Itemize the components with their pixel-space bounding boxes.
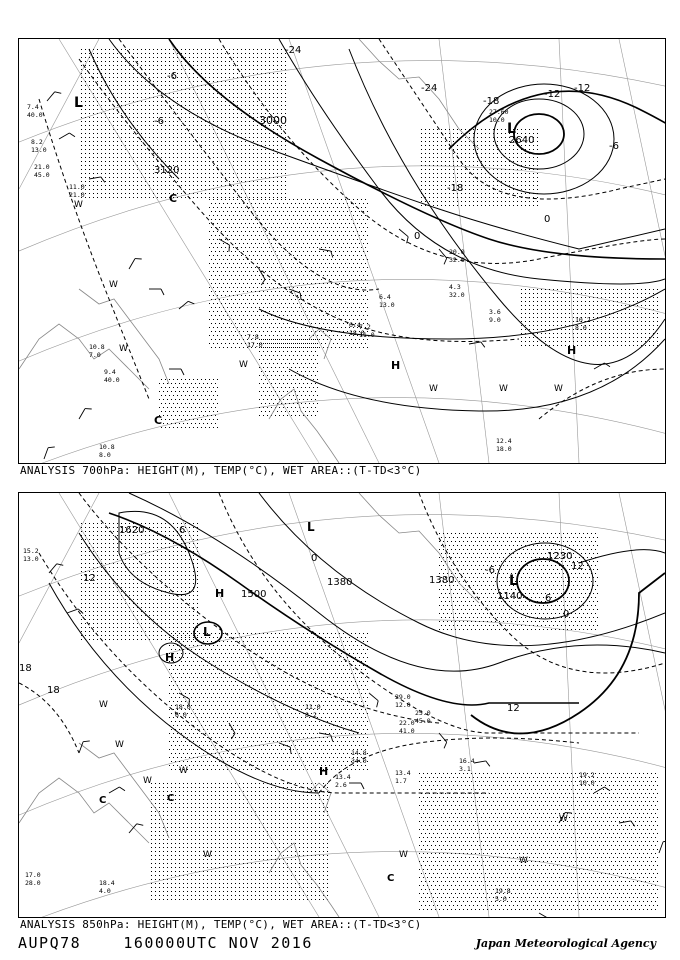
warm-mark: W <box>203 850 212 860</box>
pressure-center-c: C <box>167 793 175 804</box>
temperature-isotherm <box>219 39 665 263</box>
warm-mark: W <box>519 856 528 866</box>
warm-mark: W <box>559 814 568 824</box>
height-contour <box>169 39 665 259</box>
station-dewpoint-depression: 13.0 <box>23 555 39 563</box>
pressure-center-l: L <box>74 95 83 111</box>
station-dewpoint-depression: 45.0 <box>34 171 50 179</box>
pressure-center-c: C <box>99 795 107 806</box>
warm-mark: W <box>399 850 408 860</box>
station-dewpoint-depression: 21.0 <box>69 191 85 199</box>
wind-barb <box>109 786 125 799</box>
station-dewpoint-depression: 10.0 <box>579 779 595 787</box>
temperature-label: 18 <box>19 663 32 674</box>
station-dewpoint-depression: 41.0 <box>399 727 415 735</box>
station-dewpoint-depression: 4.0 <box>99 887 111 895</box>
station-temp: 19.8 <box>495 887 511 895</box>
station-temp: 10.8 <box>89 343 105 351</box>
station-dewpoint-depression: 1.7 <box>395 777 407 785</box>
station-dewpoint-depression: 32.0 <box>449 291 465 299</box>
height-label: 1500 <box>241 589 267 600</box>
temperature-label: 12 <box>571 561 584 572</box>
agency-name: Japan Meteorological Agency <box>475 937 656 950</box>
wind-barb <box>395 229 410 243</box>
wind-barb <box>349 783 364 789</box>
wind-barb <box>129 256 142 272</box>
height-contour <box>109 513 579 705</box>
temperature-isotherm <box>539 369 665 419</box>
temperature-label: 0 <box>414 231 421 242</box>
wind-barb <box>59 132 75 145</box>
station-temp: 3.6 <box>489 308 501 316</box>
station-temp: 13.4 <box>395 769 411 777</box>
station-temp: 8.2 <box>31 138 43 146</box>
temperature-label: 6 <box>545 593 552 604</box>
station-dewpoint-depression: 13.0 <box>31 146 47 154</box>
temperature-label: 0 <box>544 214 551 225</box>
station-temp: 11.0 <box>69 183 85 191</box>
chart-footer <box>18 934 313 952</box>
station-dewpoint-depression: 40.0 <box>104 376 120 384</box>
pressure-center-h: H <box>165 651 175 664</box>
wind-barb <box>169 369 184 375</box>
station-dewpoint-depression: 12.0 <box>395 701 411 709</box>
temperature-label: -6 <box>154 116 164 127</box>
temperature-label: 0 <box>563 609 570 620</box>
station-dewpoint-depression: 45.0 <box>415 717 431 725</box>
station-dewpoint-depression: 40.0 <box>27 111 43 119</box>
temperature-label: -24 <box>285 45 302 56</box>
station-dewpoint-depression: 11.0 <box>359 331 375 339</box>
temperature-label: -6 <box>609 141 619 152</box>
station-dewpoint-depression: 10.0 <box>489 116 505 124</box>
station-dewpoint-depression: 9.0 <box>489 316 501 324</box>
pressure-center-h: H <box>391 359 401 372</box>
station-temp: 21.0 <box>34 163 50 171</box>
height-label: 2640 <box>509 135 535 146</box>
wet-area <box>81 523 198 640</box>
station-temp: 15.2 <box>23 547 39 555</box>
pressure-center-c: C <box>387 873 395 884</box>
warm-mark: W <box>109 280 118 290</box>
wind-barb <box>434 733 448 748</box>
wind-barb <box>474 760 490 769</box>
caption-700hpa: ANALYSIS 700hPa: HEIGHT(M), TEMP(°C), WET AREA::(T-TD<3°C) <box>20 464 422 477</box>
map-850hpa-canvas <box>19 493 665 917</box>
wind-barb <box>254 269 267 285</box>
station-dewpoint-depression: 32.0 <box>449 256 465 264</box>
temperature-label: 12 <box>507 703 520 714</box>
wet-area <box>151 783 328 900</box>
station-dewpoint-depression: 3.1 <box>459 765 471 773</box>
temperature-isotherm <box>419 493 665 673</box>
station-temp: 17.0 <box>25 871 41 879</box>
pressure-center-l: L <box>507 121 516 137</box>
wind-barb <box>149 289 164 295</box>
station-temp: 14.8 <box>351 749 367 757</box>
temperature-label: -24 <box>421 83 438 94</box>
warm-mark: W <box>74 200 83 210</box>
station-temp: 13.4 <box>335 773 351 781</box>
station-temp: 6.4 <box>379 293 391 301</box>
wet-area <box>209 199 368 348</box>
station-dewpoint-depression: 2.6 <box>335 781 347 789</box>
pressure-center-l: L <box>307 520 315 534</box>
wind-barb <box>659 839 665 855</box>
wet-area <box>169 633 368 770</box>
height-label: 1140 <box>497 591 523 602</box>
wet-area <box>439 533 598 630</box>
pressure-center-h: H <box>319 765 329 778</box>
station-temp: 4.3 <box>449 283 461 291</box>
station-dewpoint-depression: 13.0 <box>379 301 395 309</box>
wet-area <box>419 773 658 910</box>
height-contour <box>279 39 665 284</box>
temperature-label: -18 <box>447 183 464 194</box>
wind-barb <box>216 239 232 252</box>
height-label: 1380 <box>429 575 455 586</box>
wind-barb <box>434 249 448 264</box>
station-dewpoint-depression: 34.0 <box>351 757 367 765</box>
station-temp: 11.0 <box>305 703 321 711</box>
wind-barb <box>536 913 552 917</box>
station-temp: 6.4 <box>349 321 361 329</box>
caption-850hpa: ANALYSIS 850hPa: HEIGHT(M), TEMP(°C), WET AREA::(T-TD<3°C) <box>20 918 422 931</box>
temperature-label: -6 <box>485 565 495 576</box>
station-temp: 10.8 <box>99 443 115 451</box>
height-label: 1620 <box>119 525 145 536</box>
station-dewpoint-depression: 18.0 <box>496 445 512 453</box>
temperature-label: 12 <box>83 573 96 584</box>
wind-barb <box>619 820 635 829</box>
height-contour <box>289 339 665 411</box>
temperature-label: 6 <box>179 525 186 536</box>
station-dewpoint-depression: 18.0 <box>349 329 365 337</box>
wind-barb <box>277 743 293 754</box>
height-label: 3120 <box>154 165 180 176</box>
station-temp: 19.2 <box>579 771 595 779</box>
station-temp: 29.0 <box>395 693 411 701</box>
pressure-center-l: L <box>203 625 211 639</box>
height-contour <box>109 39 665 249</box>
map-700hpa-canvas <box>19 39 665 463</box>
height-label: 3000 <box>259 114 287 127</box>
pressure-center-c: C <box>169 192 178 205</box>
station-temp: 18.0 <box>175 703 191 711</box>
height-label: 1230 <box>547 551 573 562</box>
station-dewpoint-depression: 8.0 <box>575 324 587 332</box>
pressure-center-h: H <box>567 344 577 357</box>
valid-time: 160000UTC NOV 2016 <box>123 934 313 952</box>
station-temp: 7.2 <box>359 323 371 331</box>
wind-barb <box>594 786 610 799</box>
wind-barb <box>89 176 105 185</box>
height-label: 1380 <box>327 577 353 588</box>
station-temp: 9.4 <box>104 368 116 376</box>
warm-mark: W <box>119 344 128 354</box>
station-temp: 16.4 <box>459 757 475 765</box>
wind-barb <box>469 341 485 350</box>
temperature-label: -6 <box>167 71 177 82</box>
pressure-center-c: C <box>154 414 163 427</box>
station-temp: 7.4 <box>27 103 39 111</box>
warm-mark: W <box>429 384 438 394</box>
chart-code: AUPQ78 <box>18 934 82 952</box>
station-temp: 18.4 <box>99 879 115 887</box>
station-dewpoint-depression: 6.0 <box>175 711 187 719</box>
station-dewpoint-depression: 7.0 <box>89 351 101 359</box>
wet-area <box>259 339 318 416</box>
warm-mark: W <box>143 776 152 786</box>
station-temp: 22.0 <box>399 719 415 727</box>
station-temp: 7.8 <box>247 333 259 341</box>
temperature-label: 0 <box>311 553 318 564</box>
temperature-label: 18 <box>47 685 60 696</box>
coastline <box>19 39 479 463</box>
temperature-label: -18 <box>483 96 500 107</box>
station-temp: 25.0 <box>415 709 431 717</box>
warm-mark: W <box>99 700 108 710</box>
station-temp: 12.4 <box>496 437 512 445</box>
wet-area <box>159 379 218 428</box>
wind-barb <box>287 289 303 300</box>
warm-mark: W <box>554 384 563 394</box>
wind-barb <box>318 249 334 258</box>
station-dewpoint-depression: 5.0 <box>495 895 507 903</box>
station-dewpoint-depression: 8.0 <box>99 451 111 459</box>
pressure-center-l: L <box>509 573 518 589</box>
station-dewpoint-depression: 28.0 <box>25 879 41 887</box>
station-dewpoint-depression: 17.0 <box>247 341 263 349</box>
warm-mark: W <box>115 740 124 750</box>
height-contour <box>579 550 665 563</box>
warm-mark: W <box>239 360 248 370</box>
map-panel-700hpa <box>18 38 666 464</box>
station-temp: 27.60 <box>489 108 509 116</box>
map-panel-850hpa <box>18 492 666 918</box>
wind-barb <box>47 90 61 105</box>
wind-barb <box>44 445 55 461</box>
wind-barb <box>79 406 92 422</box>
temperature-label: -12 <box>544 89 561 100</box>
station-dewpoint-depression: 8.2 <box>305 711 317 719</box>
warm-mark: W <box>179 766 188 776</box>
lat-lon-grid <box>19 39 665 463</box>
temperature-label: -12 <box>574 83 591 94</box>
warm-mark: W <box>499 384 508 394</box>
pressure-center-h: H <box>215 587 225 600</box>
station-temp: 20.0 <box>449 248 465 256</box>
station-temp: 10.2 <box>575 316 591 324</box>
